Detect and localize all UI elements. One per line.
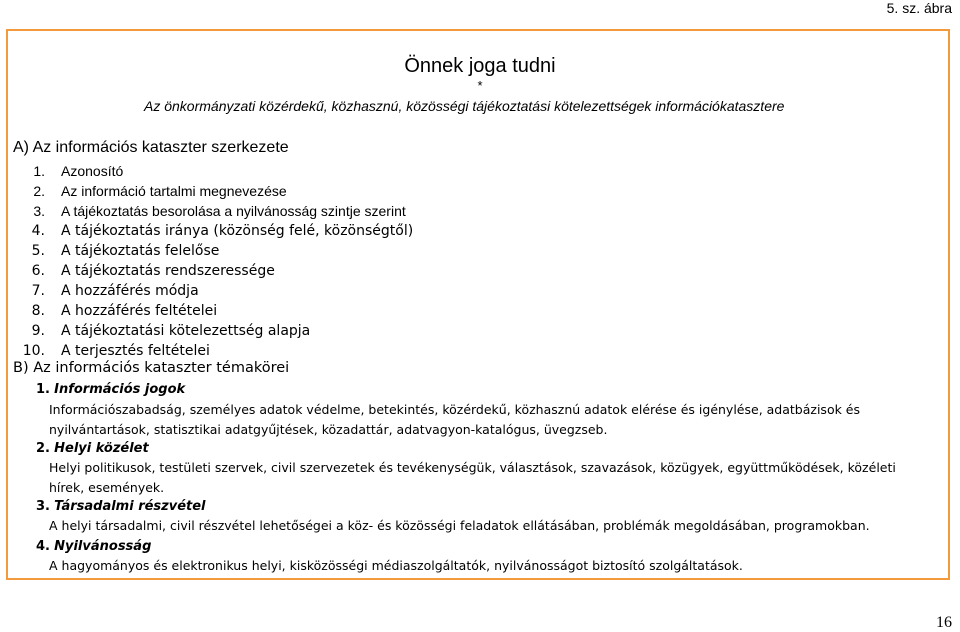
section-b-heading: B) Az információs kataszter témakörei — [13, 360, 290, 376]
topic-title: Nyilvánosság — [54, 539, 152, 554]
list-item-number: 10. — [22, 343, 45, 359]
list-item-text: A tájékoztatás besorolása a nyilvánosság szintje szerint — [61, 203, 406, 219]
topic-number: 1. — [36, 382, 50, 397]
list-item-text: A tájékoztatás rendszeressége — [61, 263, 275, 279]
topic-heading — [36, 498, 206, 516]
list-item-number: 6. — [31, 263, 45, 279]
list-item-number: 3. — [33, 203, 45, 219]
topic-description: A helyi társadalmi, civil részvétel lehetőségei a köz- és közösségi feladatok ellátásában, problémák megoldásában, programokban. — [49, 518, 870, 533]
section-a-heading: A) Az információs kataszter szerkezete — [13, 139, 289, 156]
page-title: Önnek joga tudni — [404, 55, 556, 77]
page-subtitle: Az önkormányzati közérdekű, közhasznú, közösségi tájékoztatási kötelezettségek információkatasztere — [144, 98, 785, 114]
topic-number: 4. — [36, 539, 50, 554]
list-item-number: 5. — [31, 243, 45, 259]
list-item-text: A hozzáférés módja — [61, 283, 199, 299]
topic-number: 2. — [36, 441, 50, 456]
list-item-number: 9. — [31, 323, 45, 339]
list-item-number: 1. — [33, 163, 45, 179]
topic-title: Társadalmi részvétel — [54, 499, 206, 514]
list-item-text: A terjesztés feltételei — [61, 343, 210, 359]
list-item-number: 7. — [31, 283, 45, 299]
topic-heading — [36, 381, 185, 399]
list-item-text: A tájékoztatás felelőse — [61, 243, 220, 259]
topic-title: Helyi közélet — [54, 441, 149, 456]
topic-description: Helyi politikusok, testületi szervek, civil szervezetek és tevékenységük, választások, szavazások, közügyek, együttműködések, közéleti hírek, események. — [49, 460, 896, 495]
list-item-text: A tájékoztatási kötelezettség alapja — [61, 323, 311, 339]
topic-number: 3. — [36, 499, 50, 514]
list-item-text: A tájékoztatás iránya (közönség felé, közönségtől) — [61, 223, 414, 239]
title-marker: * — [477, 78, 483, 93]
list-item-text: A hozzáférés feltételei — [61, 303, 218, 319]
topic-description: Információszabadság, személyes adatok védelme, betekintés, közérdekű, közhasznú adatok elérése és igénylése, adatbázisok és nyilvántartások, statisztikai adatgyűjtések, közadattár, adatvagyon-katalógus, üvegzseb. — [49, 402, 861, 437]
list-item-number: 4. — [31, 223, 45, 239]
topic-description: A hagyományos és elektronikus helyi, kisközösségi médiaszolgáltatók, nyilvánosságot biztosító szolgáltatások. — [49, 558, 743, 573]
page-number: 16 — [936, 614, 952, 631]
topic-heading — [36, 538, 151, 556]
list-item-number: 2. — [33, 183, 45, 199]
topic-heading — [36, 440, 149, 458]
list-item-text: Azonosító — [61, 163, 124, 179]
topic-title: Információs jogok — [54, 382, 186, 397]
list-item-number: 8. — [31, 303, 45, 319]
figure-label: 5. sz. ábra — [886, 0, 952, 16]
list-item-text: Az információ tartalmi megnevezése — [61, 183, 287, 199]
